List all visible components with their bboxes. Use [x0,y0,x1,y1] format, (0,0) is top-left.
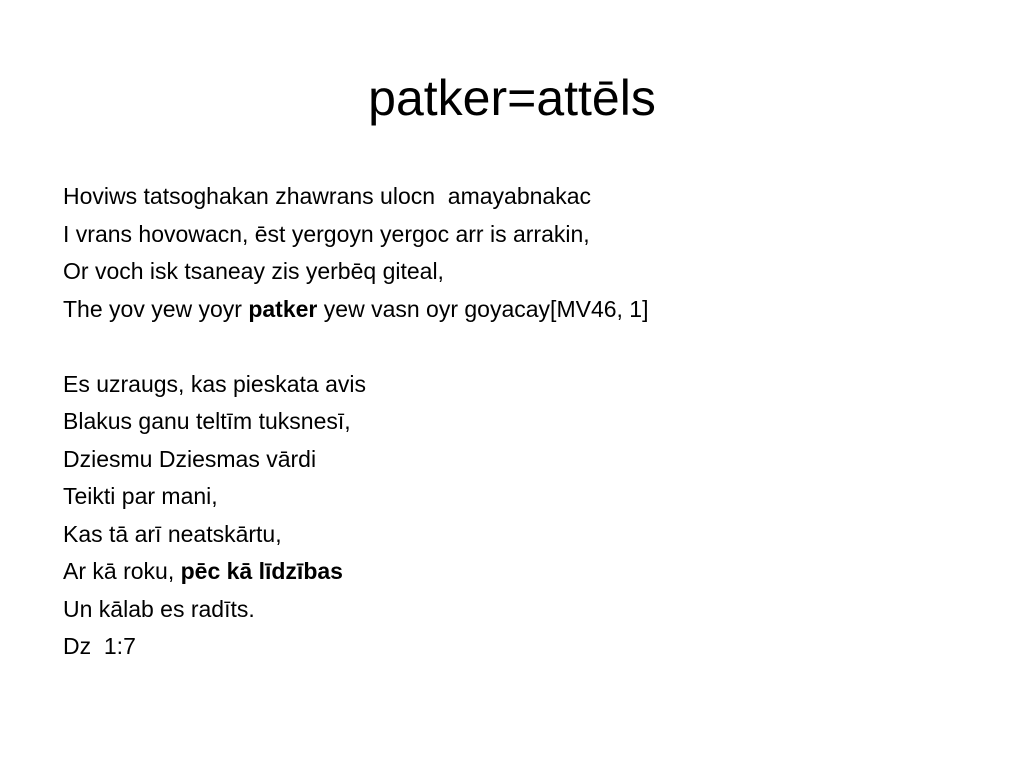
stanza-gap [63,328,983,366]
stanza2-line6-bold: pēc kā līdzības [180,558,343,584]
stanza1-line4-end: yew vasn oyr goyacay[MV46, 1] [317,295,649,322]
stanza1-line4 [63,291,983,329]
stanza2-line6 [63,553,983,591]
stanza2-line6-start: Ar kā roku, [63,558,181,584]
stanza2-line5: Kas tā arī neatskārtu, [63,520,282,547]
stanza1-line4-bold: patker [248,295,318,322]
stanza1-line1: Hoviws tatsoghakan zhawrans ulocn amayabnakac [63,183,592,209]
stanza1-line2: I vrans hovowacn, ēst yergoyn yergoc arr is arrakin, [63,220,590,247]
stanza2-line7: Un kālab es radīts. [63,595,255,622]
slide-body [63,178,983,666]
stanza2-line8: Dz 1:7 [63,633,136,659]
stanza2-line2: Blakus ganu teltīm tuksnesī, [63,408,351,434]
stanza2-line1: Es uzraugs, kas pieskata avis [63,370,366,397]
stanza1-line3: Or voch isk tsaneay zis yerbēq giteal, [63,258,444,284]
stanza2-line4: Teikti par mani, [63,483,218,509]
stanza1-line4-start: The yov yew yoyr [63,295,249,322]
stanza2-line3: Dziesmu Dziesmas vārdi [63,445,317,472]
slide-title: patker=attēls [368,70,656,126]
